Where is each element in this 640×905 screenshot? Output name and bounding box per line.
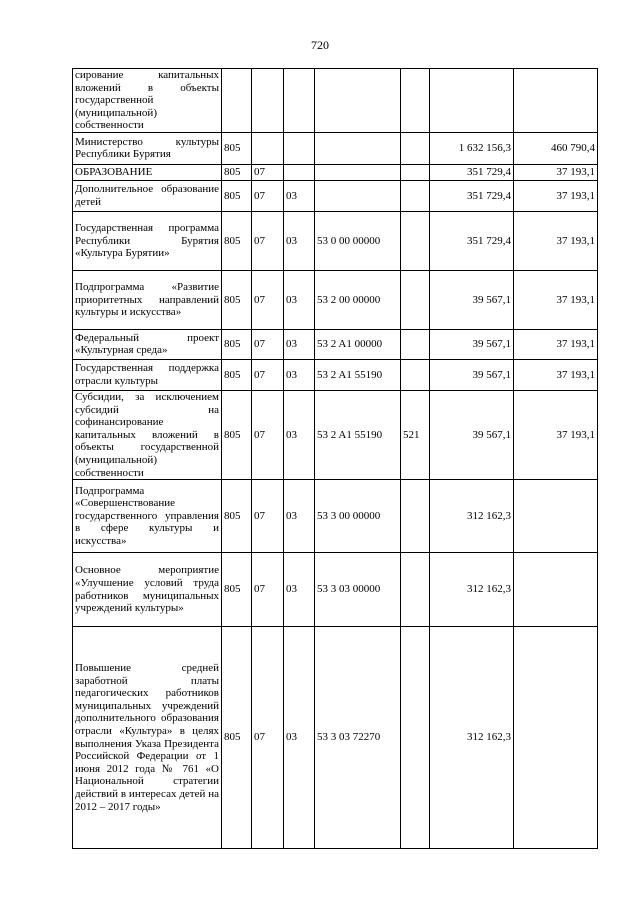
csr-cell [315,164,401,180]
row-name-cell: Подпрограмма «Развитие приоритетных направлений культуры и искусства» [73,270,222,329]
pr-cell: 03 [284,359,315,390]
gr-cell: 805 [222,553,252,627]
pr-cell [284,132,315,164]
sum2-cell: 37 193,1 [514,270,598,329]
sum1-cell: 351 729,4 [430,180,514,211]
csr-cell [315,132,401,164]
gr-cell: 805 [222,627,252,849]
row-name-cell: Государственная поддержка отрасли культуры [73,359,222,390]
rz-cell [252,132,284,164]
table-row [73,627,598,849]
csr-cell: 53 3 03 00000 [315,553,401,627]
vr-cell [401,329,430,359]
sum2-cell: 37 193,1 [514,329,598,359]
csr-cell: 53 3 00 00000 [315,480,401,553]
page-number: 720 [311,38,329,52]
sum1-cell: 351 729,4 [430,164,514,180]
csr-cell: 53 3 03 72270 [315,627,401,849]
sum2-cell: 37 193,1 [514,164,598,180]
vr-cell [401,211,430,270]
vr-cell: 521 [401,390,430,479]
table-row [73,180,598,211]
sum1-cell: 312 162,3 [430,627,514,849]
rz-cell: 07 [252,180,284,211]
rz-cell: 07 [252,627,284,849]
pr-cell [284,164,315,180]
rz-cell: 07 [252,164,284,180]
table-row [73,270,598,329]
sum2-cell: 37 193,1 [514,359,598,390]
csr-cell: 53 2 A1 00000 [315,329,401,359]
row-name-cell: Повышение средней заработной платы педагогических работников муниципальных учреждений дополнительного образования отрасли «Культура» в целях выполнения Указа Президента Российской Федерации от 1 июня 2012 года № 761 «О Национальной стратегии действий в интересах детей на 2012 – 2017 годы» [73,627,222,849]
vr-cell [401,480,430,553]
pr-cell: 03 [284,211,315,270]
table-row [73,390,598,479]
gr-cell: 805 [222,180,252,211]
row-name-cell: Субсидии, за исключением субсидий на софинансирование капитальных вложений в объекты государственной (муниципальной) собственности [73,390,222,479]
vr-cell [401,180,430,211]
row-name-cell: Основное мероприятие «Улучшение условий труда работников муниципальных учреждений культуры» [73,553,222,627]
row-name-cell: Подпрограмма «Совершенствование государственного управления в сфере культуры и искусства» [73,480,222,553]
csr-cell: 53 2 00 00000 [315,270,401,329]
rz-cell [252,69,284,133]
sum1-cell: 39 567,1 [430,359,514,390]
sum1-cell: 312 162,3 [430,480,514,553]
csr-cell: 53 2 A1 55190 [315,359,401,390]
sum1-cell: 39 567,1 [430,270,514,329]
rz-cell: 07 [252,359,284,390]
vr-cell [401,553,430,627]
rz-cell: 07 [252,480,284,553]
sum2-cell [514,627,598,849]
sum1-cell: 39 567,1 [430,329,514,359]
sum2-cell: 37 193,1 [514,390,598,479]
sum1-cell: 312 162,3 [430,553,514,627]
table-row [73,132,598,164]
pr-cell: 03 [284,390,315,479]
gr-cell: 805 [222,270,252,329]
rz-cell: 07 [252,329,284,359]
sum2-cell: 37 193,1 [514,180,598,211]
row-name-cell: ОБРАЗОВАНИЕ [73,164,222,180]
vr-cell [401,132,430,164]
gr-cell: 805 [222,359,252,390]
pr-cell: 03 [284,480,315,553]
row-name-cell: Государственная программа Республики Бурятия «Культура Бурятии» [73,211,222,270]
pr-cell [284,69,315,133]
csr-cell [315,180,401,211]
table-row [73,480,598,553]
table-row [73,553,598,627]
gr-cell: 805 [222,329,252,359]
rz-cell: 07 [252,553,284,627]
rz-cell: 07 [252,390,284,479]
row-name-cell: Федеральный проект «Культурная среда» [73,329,222,359]
gr-cell: 805 [222,164,252,180]
vr-cell [401,164,430,180]
sum1-cell: 351 729,4 [430,211,514,270]
rz-cell: 07 [252,211,284,270]
gr-cell: 805 [222,390,252,479]
row-name-cell: Министерство культуры Республики Бурятия [73,132,222,164]
table-row [73,329,598,359]
row-name-cell: Дополнительное образование детей [73,180,222,211]
vr-cell [401,627,430,849]
sum2-cell: 37 193,1 [514,211,598,270]
pr-cell: 03 [284,329,315,359]
gr-cell [222,69,252,133]
sum1-cell: 1 632 156,3 [430,132,514,164]
csr-cell: 53 2 A1 55190 [315,390,401,479]
rz-cell: 07 [252,270,284,329]
pr-cell: 03 [284,627,315,849]
sum2-cell [514,553,598,627]
sum2-cell [514,69,598,133]
sum2-cell [514,480,598,553]
sum1-cell [430,69,514,133]
csr-cell: 53 0 00 00000 [315,211,401,270]
budget-table [72,68,598,849]
sum2-cell: 460 790,4 [514,132,598,164]
vr-cell [401,69,430,133]
sum1-cell: 39 567,1 [430,390,514,479]
gr-cell: 805 [222,211,252,270]
row-name-cell: сирование капитальных вложений в объекты государственной (муниципальной) собственности [73,69,222,133]
vr-cell [401,359,430,390]
pr-cell: 03 [284,553,315,627]
table-row [73,211,598,270]
vr-cell [401,270,430,329]
csr-cell [315,69,401,133]
pr-cell: 03 [284,180,315,211]
table-row [73,164,598,180]
pr-cell: 03 [284,270,315,329]
table-row [73,69,598,133]
gr-cell: 805 [222,480,252,553]
gr-cell: 805 [222,132,252,164]
table-row [73,359,598,390]
